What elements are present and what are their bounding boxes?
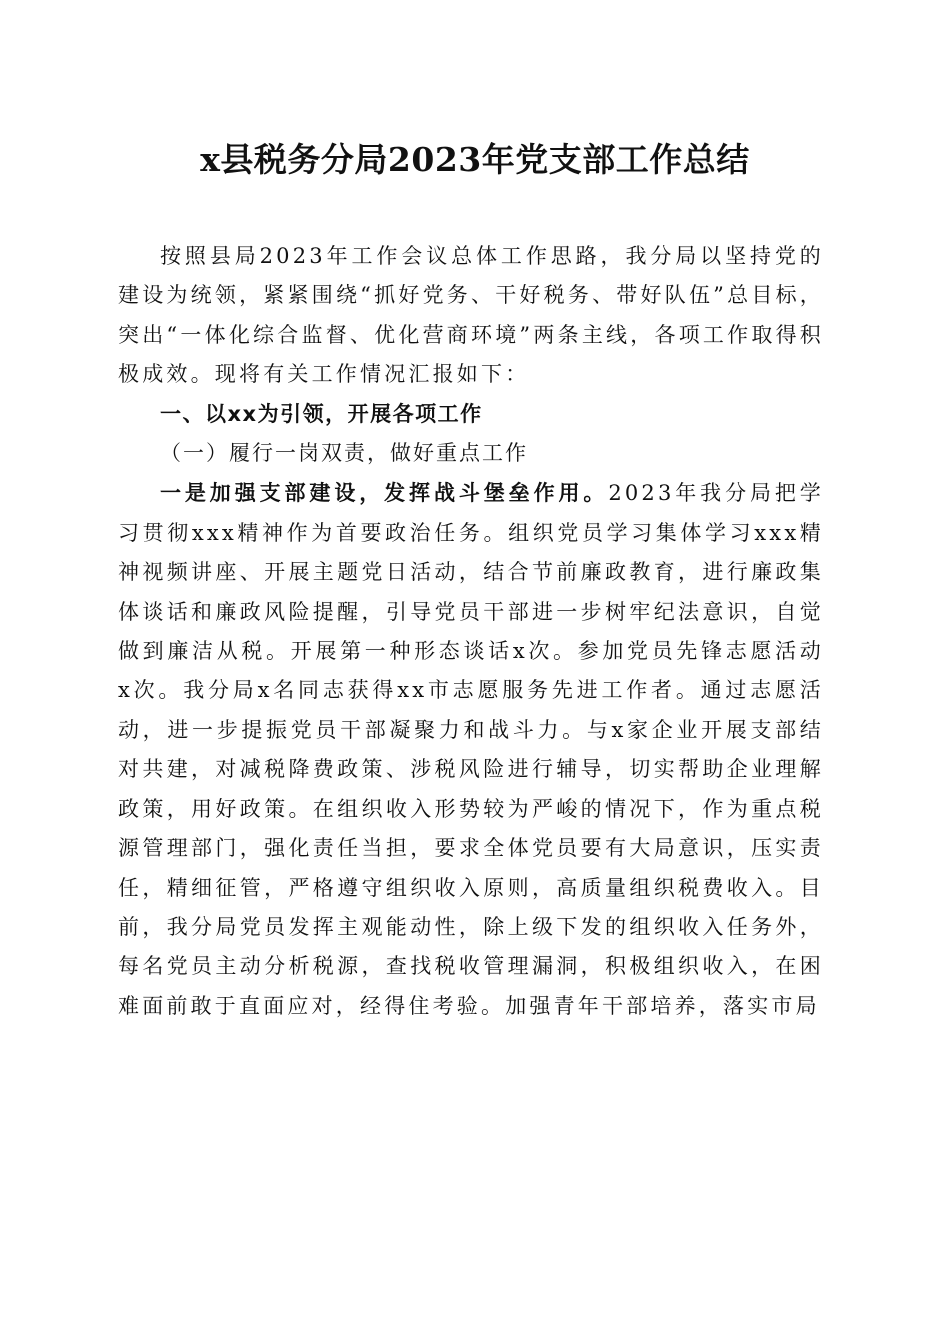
intro-paragraph: 按照县局2023年工作会议总体工作思路，我分局以坚持党的建设为统领，紧紧围绕“抓好党务、干好税务、带好队伍”总目标，突出“一体化综合监督、优化营商环境”两条主线，各项工作取得积极成效。现将有关工作情况汇报如下： [118,244,824,387]
document-body [118,237,824,1026]
subsection-heading: （一）履行一岗双责，做好重点工作 [160,441,528,466]
document-title: x县税务分局2023年党支部工作总结 [200,140,750,179]
body-paragraph [118,473,824,1026]
paragraph-body: 2023年我分局把学习贯彻xxx精神作为首要政治任务。组织党员学习集体学习xxx精神视频讲座、开展主题党日活动，结合节前廉政教育，进行廉政集体谈话和廉政风险提醒，引导党员干部进一步树牢纪法意识，自觉做到廉洁从税。开展第一种形态谈话x次。参加党员先锋志愿活动x次。我分局x名同志获得xx市志愿服务先进工作者。通过志愿活动，进一步提振党员干部凝聚力和战斗力。与x家企业开展支部结对共建，对减税降费政策、涉税风险进行辅导，切实帮助企业理解政策，用好政策。在组织收入形势较为严峻的情况下，作为重点税源管理部门，强化责任当担，要求全体党员要有大局意识，压实责任，精细征管，严格遵守组织收入原则，高质量组织税费收入。目前，我分局党员发挥主观能动性，除上级下发的组织收入任务外，每名党员主动分析税源，查找税收管理漏洞，积极组织收入，在困难面前敢于直面应对，经得住考验。加强青年干部培养，落实市局 [118,481,824,1018]
paragraph-lead: 一是加强支部建设，发挥战斗堡垒作用。 [160,480,609,506]
section-heading: 一、以xx为引领，开展各项工作 [160,401,483,426]
